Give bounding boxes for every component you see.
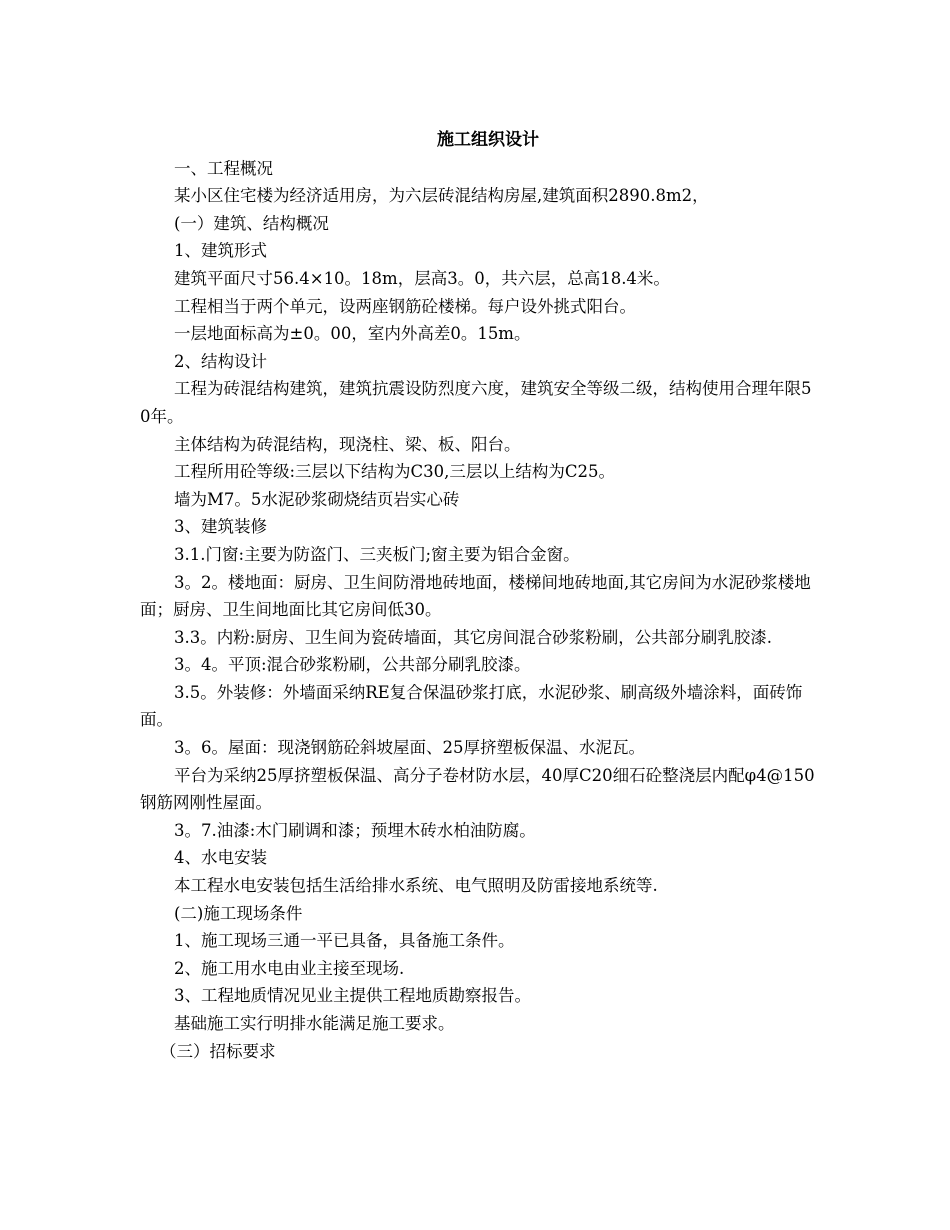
paragraph-units: 工程相当于两个单元，设两座钢筋砼楼梯。每户设外挑式阳台。 bbox=[174, 296, 636, 316]
paragraph-concrete-grade: 工程所用砼等级:三层以下结构为C30,三层以上结构为C25。 bbox=[174, 462, 616, 482]
heading-architecture-structure: (一）建筑、结构概况 bbox=[174, 213, 329, 233]
paragraph-roof: 3。6。屋面：现浇钢筋砼斜坡屋面、25厚挤塑板保温、水泥瓦。 bbox=[174, 738, 645, 758]
paragraph-utilities: 本工程水电安装包括生活给排水系统、电气照明及防雷接地系统等. bbox=[174, 876, 658, 896]
paragraph-elevation: 一层地面标高为±0。00，室内外高差0。15m。 bbox=[174, 324, 531, 344]
paragraph-floors: 3。2。楼地面：厨房、卫生间防滑地砖地面，楼梯间地砖地面,其它房间为水泥砂浆楼地面；厨房、卫生间地面比其它房间低30。 bbox=[140, 572, 811, 620]
heading-project-overview: 一、工程概况 bbox=[174, 158, 273, 178]
paragraph-site-2: 2、施工用水电由业主接至现场. bbox=[174, 958, 405, 978]
paragraph-drainage: 基础施工实行明排水能满足施工要求。 bbox=[174, 1014, 455, 1033]
paragraph-platform: 平台为采纳25厚挤塑板保温、高分子卷材防水层，40厚C20细石砼整浇层内配φ4@150钢筋网刚性屋面。 bbox=[140, 765, 815, 813]
paragraph-site-3: 3、工程地质情况见业主提供工程地质勘察报告。 bbox=[174, 986, 531, 1006]
paragraph-wall: 墙为M7。5水泥砂浆砌烧结页岩实心砖 bbox=[174, 489, 460, 509]
paragraph-exterior: 3.5。外装修：外墙面采纳RE复合保温砂浆打底，水泥砂浆、刷高级外墙涂料，面砖饰面。 bbox=[140, 682, 803, 730]
paragraph-doors-windows: 3.1.门窗:主要为防盗门、三夹板门;窗主要为铝合金窗。 bbox=[174, 544, 580, 564]
paragraph-intro: 某小区住宅楼为经济适用房，为六层砖混结构房屋,建筑面积2890.8m2， bbox=[174, 186, 709, 206]
paragraph-ceiling: 3。4。平顶:混合砂浆粉刷，公共部分刷乳胶漆。 bbox=[174, 655, 531, 675]
heading-structural-design: 2、结构设计 bbox=[174, 351, 267, 371]
heading-decoration: 3、建筑装修 bbox=[174, 517, 267, 537]
heading-building-form: 1、建筑形式 bbox=[174, 241, 267, 261]
paragraph-paint: 3。7.油漆:木门刷调和漆；预埋木砖水柏油防腐。 bbox=[174, 820, 536, 840]
paragraph-structure-type: 工程为砖混结构建筑，建筑抗震设防烈度六度，建筑安全等级二级，结构使用合理年限50年。 bbox=[140, 379, 812, 426]
paragraph-plan-size: 建筑平面尺寸56.4×10。18m，层高3。0，共六层，总高18.4米。 bbox=[174, 268, 670, 288]
document-title: 施工组织设计 bbox=[437, 130, 539, 150]
paragraph-site-1: 1、施工现场三通一平已具备，具备施工条件。 bbox=[174, 931, 515, 951]
paragraph-interior-plaster: 3.3。内粉:厨房、卫生间为瓷砖墙面，其它房间混合砂浆粉刷，公共部分刷乳胶漆. bbox=[174, 627, 773, 647]
heading-site-conditions: (二)施工现场条件 bbox=[174, 903, 303, 923]
heading-tender-requirements: （三）招标要求 bbox=[160, 1041, 276, 1061]
heading-utilities: 4、水电安装 bbox=[174, 848, 267, 868]
document-page bbox=[140, 127, 820, 1065]
paragraph-main-structure: 主体结构为砖混结构，现浇柱、梁、板、阳台。 bbox=[174, 434, 521, 454]
